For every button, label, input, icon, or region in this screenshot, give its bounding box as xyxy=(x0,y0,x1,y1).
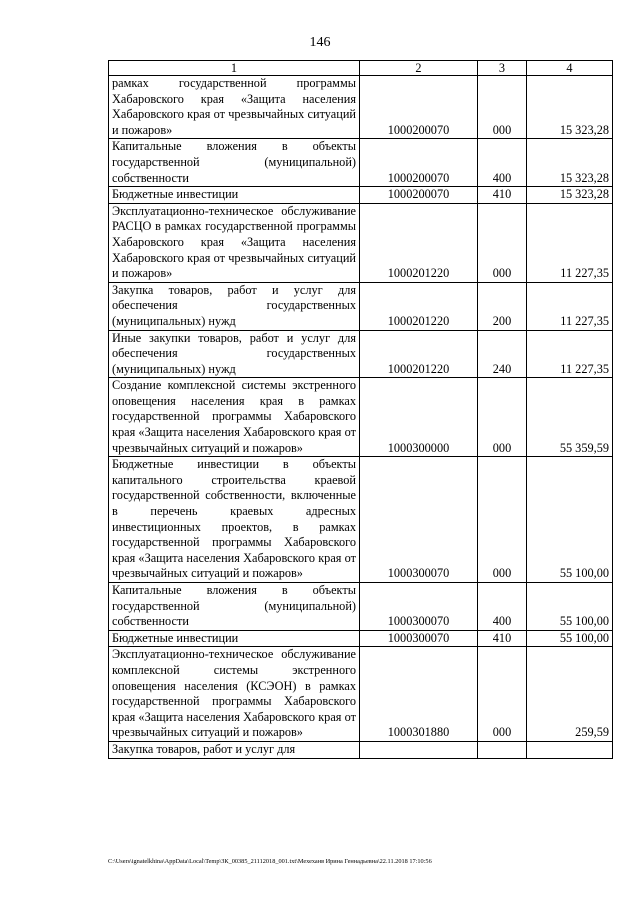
row-sum: 55 100,00 xyxy=(527,457,613,583)
row-kind: 000 xyxy=(478,203,527,282)
row-kind: 410 xyxy=(478,630,527,647)
row-sum: 15 323,28 xyxy=(527,187,613,204)
row-kind xyxy=(478,741,527,758)
table-row xyxy=(109,139,613,187)
column-header-kind: 3 xyxy=(478,61,527,76)
table-row xyxy=(109,330,613,378)
table-row xyxy=(109,647,613,742)
row-description: Иные закупки товаров, работ и услуг для обеспечения государственных (муниципальных) нужд xyxy=(109,330,360,378)
row-kind: 400 xyxy=(478,139,527,187)
row-kind: 240 xyxy=(478,330,527,378)
row-description: Эксплуатационно-техническое обслуживание комплексной системы экстренного оповещения населения (КСЭОН) в рамках государственной программы Хабаровского края «Защита населения Хабаровского края от чрезвычайных ситуаций и пожаров» xyxy=(109,647,360,742)
row-description: Бюджетные инвестиции в объекты капитального строительства краевой государственной собственности, включенные в перечень краевых адресных инвестиционных проектов, в рамках государственной программы Хабаровского края «Защита населения Хабаровского края от чрезвычайных ситуаций и пожаров» xyxy=(109,457,360,583)
row-code: 1000200070 xyxy=(360,187,478,204)
row-description: Капитальные вложения в объекты государственной (муниципальной) собственности xyxy=(109,583,360,631)
budget-table xyxy=(108,60,613,759)
row-description: Создание комплексной системы экстренного оповещения населения края в рамках государственной программы Хабаровского края «Защита населения Хабаровского края от чрезвычайных ситуаций и пожаров» xyxy=(109,378,360,457)
table-row xyxy=(109,583,613,631)
row-code: 1000200070 xyxy=(360,76,478,139)
row-sum: 55 359,59 xyxy=(527,378,613,457)
row-description: Закупка товаров, работ и услуг для xyxy=(109,741,360,758)
row-code: 1000300070 xyxy=(360,583,478,631)
row-sum: 11 227,35 xyxy=(527,203,613,282)
row-description: Эксплуатационно-техническое обслуживание РАСЦО в рамках государственной программы Хабаровского края «Защита населения Хабаровского края от чрезвычайных ситуаций и пожаров» xyxy=(109,203,360,282)
row-kind: 400 xyxy=(478,583,527,631)
row-description: Закупка товаров, работ и услуг для обеспечения государственных (муниципальных) нужд xyxy=(109,282,360,330)
row-kind: 200 xyxy=(478,282,527,330)
row-code xyxy=(360,741,478,758)
table-header-row xyxy=(109,61,613,76)
row-kind: 000 xyxy=(478,647,527,742)
table-row xyxy=(109,378,613,457)
row-code: 1000200070 xyxy=(360,139,478,187)
page-number: 146 xyxy=(309,35,331,50)
table-row xyxy=(109,76,613,139)
row-code: 1000300000 xyxy=(360,378,478,457)
row-code: 1000300070 xyxy=(360,457,478,583)
table-row xyxy=(109,187,613,204)
row-kind: 000 xyxy=(478,76,527,139)
row-sum: 11 227,35 xyxy=(527,282,613,330)
row-sum: 11 227,35 xyxy=(527,330,613,378)
column-header-sum: 4 xyxy=(527,61,613,76)
row-kind: 000 xyxy=(478,457,527,583)
row-sum: 15 323,28 xyxy=(527,76,613,139)
row-kind: 410 xyxy=(478,187,527,204)
row-sum xyxy=(527,741,613,758)
row-description: Капитальные вложения в объекты государственной (муниципальной) собственности xyxy=(109,139,360,187)
table-row xyxy=(109,203,613,282)
row-description: Бюджетные инвестиции xyxy=(109,630,360,647)
row-sum: 55 100,00 xyxy=(527,630,613,647)
table-row xyxy=(109,741,613,758)
column-header-description: 1 xyxy=(109,61,360,76)
table-row xyxy=(109,457,613,583)
column-header-code: 2 xyxy=(360,61,478,76)
footer-file-path: C:\Users\ignatelkhina\AppData\Local\Temp\ЗК_00385_21112018_001.txt\Мехеханв Ирина Геннадьевна\22.11.2018 17:10:56 xyxy=(108,858,432,865)
table-row xyxy=(109,630,613,647)
row-sum: 15 323,28 xyxy=(527,139,613,187)
row-description: рамках государственной программы Хабаровского края «Защита населения Хабаровского края от чрезвычайных ситуаций и пожаров» xyxy=(109,76,360,139)
row-sum: 259,59 xyxy=(527,647,613,742)
row-code: 1000301880 xyxy=(360,647,478,742)
row-code: 1000201220 xyxy=(360,203,478,282)
row-kind: 000 xyxy=(478,378,527,457)
row-code: 1000201220 xyxy=(360,330,478,378)
table-row xyxy=(109,282,613,330)
row-sum: 55 100,00 xyxy=(527,583,613,631)
row-code: 1000201220 xyxy=(360,282,478,330)
row-code: 1000300070 xyxy=(360,630,478,647)
row-description: Бюджетные инвестиции xyxy=(109,187,360,204)
